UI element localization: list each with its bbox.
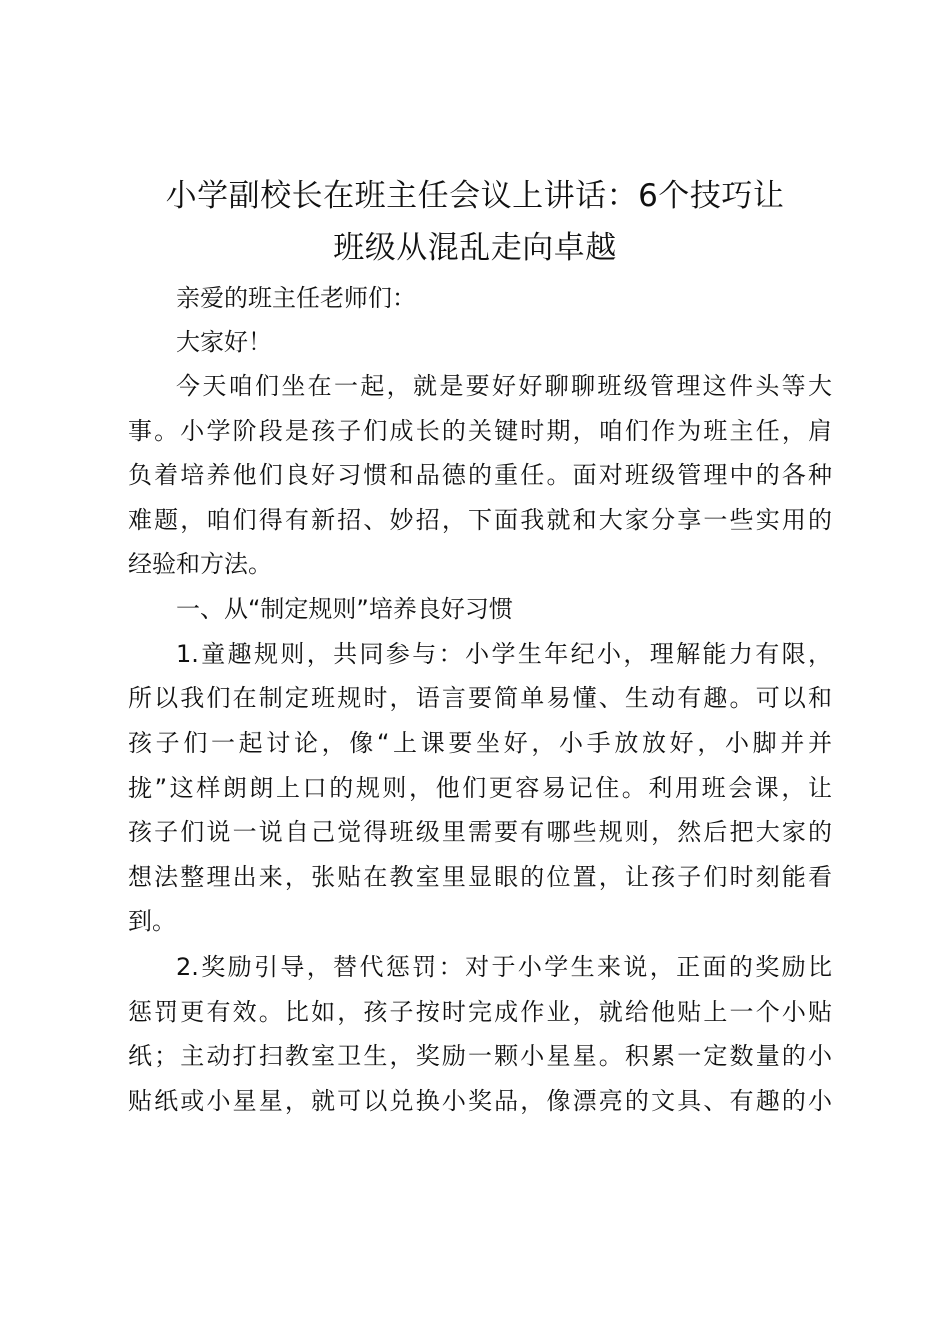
- item-1-line-6: 想法整理出来，张贴在教室里显眼的位置，让孩子们时刻能看: [128, 863, 832, 891]
- intro-line-4: 难题，咱们得有新招、妙招，下面我就和大家分享一些实用的: [128, 506, 832, 534]
- intro-line-5: 经验和方法。: [128, 550, 272, 578]
- intro-line-1: 今天咱们坐在一起，就是要好好聊聊班级管理这件头等大: [176, 372, 832, 400]
- item-2-line-1: 2.奖励引导，替代惩罚：对于小学生来说，正面的奖励比: [176, 953, 832, 981]
- intro-line-3: 负着培养他们良好习惯和品德的重任。面对班级管理中的各种: [128, 461, 832, 489]
- item-1-line-5: 孩子们说一说自己觉得班级里需要有哪些规则，然后把大家的: [128, 818, 832, 846]
- item-2-line-4: 贴纸或小星星，就可以兑换小奖品，像漂亮的文具、有趣的小: [128, 1087, 832, 1115]
- item-1-line-1: 1.童趣规则，共同参与：小学生年纪小，理解能力有限，: [176, 640, 832, 668]
- document-title-line-2: 班级从混乱走向卓越: [333, 230, 617, 266]
- item-2-line-2: 惩罚更有效。比如，孩子按时完成作业，就给他贴上一个小贴: [128, 998, 832, 1026]
- item-2-line-3: 纸；主动打扫教室卫生，奖励一颗小星星。积累一定数量的小: [128, 1042, 832, 1070]
- item-1-line-2: 所以我们在制定班规时，语言要简单易懂、生动有趣。可以和: [128, 684, 832, 712]
- intro-line-2: 事。小学阶段是孩子们成长的关键时期，咱们作为班主任，肩: [128, 417, 832, 445]
- item-1-line-3: 孩子们一起讨论，像“上课要坐好，小手放放好，小脚并并: [128, 729, 832, 757]
- greeting: 大家好！: [176, 328, 272, 356]
- item-1-line-4: 拢”这样朗朗上口的规则，他们更容易记住。利用班会课，让: [128, 774, 832, 802]
- document-title-line-1: 小学副校长在班主任会议上讲话：6个技巧让: [165, 178, 785, 214]
- salutation: 亲爱的班主任老师们：: [176, 284, 416, 312]
- item-1-line-7: 到。: [128, 907, 176, 935]
- section-1-heading: 一、从“制定规则”培养良好习惯: [176, 595, 513, 623]
